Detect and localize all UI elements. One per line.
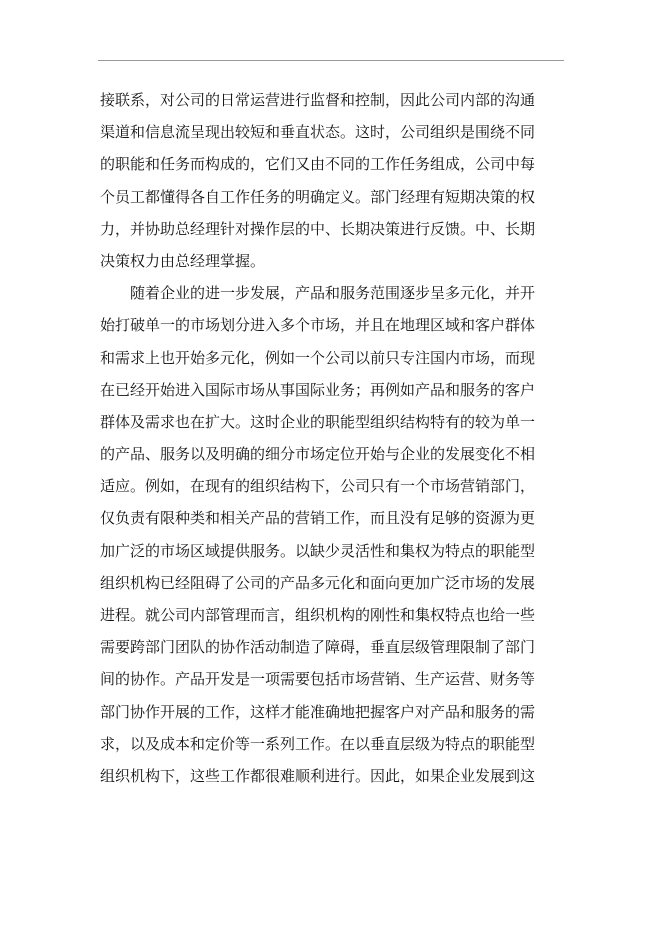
header-rule	[98, 60, 564, 61]
paragraph-line: 适应。例如，在现有的组织结构下，公司只有一个市场营销部门，	[100, 477, 536, 496]
paragraph-line: 渠道和信息流呈现出较短和垂直状态。这时，公司组织是围绕不同	[100, 123, 536, 142]
paragraph-line: 部门协作开展的工作，这样才能准确地把握客户对产品和服务的需	[100, 702, 536, 721]
paragraph-line: 组织机构下，这些工作都很难顺利进行。因此，如果企业发展到这	[100, 766, 536, 785]
paragraph-1	[100, 84, 568, 277]
paragraph-line: 的产品、服务以及明确的细分市场定位开始与企业的发展变化不相	[100, 445, 536, 464]
paragraph-line: 进程。就公司内部管理而言，组织机构的刚性和集权特点也给一些	[100, 606, 536, 624]
paragraph-line: 决策权力由总经理掌握。	[100, 251, 266, 270]
paragraph-line: 在已经开始进入国际市场从事国际业务；再例如产品和服务的客户	[100, 380, 536, 399]
paragraph-line: 始打破单一的市场划分进入多个市场，并且在地理区域和客户群体	[100, 316, 536, 335]
paragraph-line: 接联系，对公司的日常运营进行监督和控制，因此公司内部的沟通	[100, 91, 536, 109]
paragraph-line: 个员工都懂得各自工作任务的明确定义。部门经理有短期决策的权	[100, 187, 536, 206]
paragraph-line: 仅负责有限种类和相关产品的营销工作，而且没有足够的资源为更	[100, 509, 536, 528]
paragraph-line: 间的协作。产品开发是一项需要包括市场营销、生产运营、财务等	[100, 670, 536, 689]
paragraph-line: 的职能和任务而构成的，它们又由不同的工作任务组成，公司中每	[100, 155, 536, 174]
paragraph-line: 需要跨部门团队的协作活动制造了障碍，垂直层级管理限制了部门	[100, 638, 536, 657]
body-text	[100, 84, 568, 792]
paragraph-line: 群体及需求也在扩大。这时企业的职能型组织结构特有的较为单一	[100, 412, 536, 431]
paragraph-line: 力，并协助总经理针对操作层的中、长期决策进行反馈。中、长期	[100, 219, 536, 238]
paragraph-line: 组织机构已经阻碍了公司的产品多元化和面向更加广泛市场的发展	[100, 573, 536, 592]
paragraph-line: 求，以及成本和定价等一系列工作。在以垂直层级为特点的职能型	[100, 734, 536, 753]
paragraph-line: 和需求上也开始多元化，例如一个公司以前只专注国内市场，而现	[100, 348, 536, 367]
paragraph-line: 加广泛的市场区域提供服务。以缺少灵活性和集权为特点的职能型	[100, 541, 536, 560]
paragraph-line: 随着企业的进一步发展，产品和服务范围逐步呈多元化，并开	[130, 284, 536, 303]
paragraph-2	[100, 277, 568, 792]
